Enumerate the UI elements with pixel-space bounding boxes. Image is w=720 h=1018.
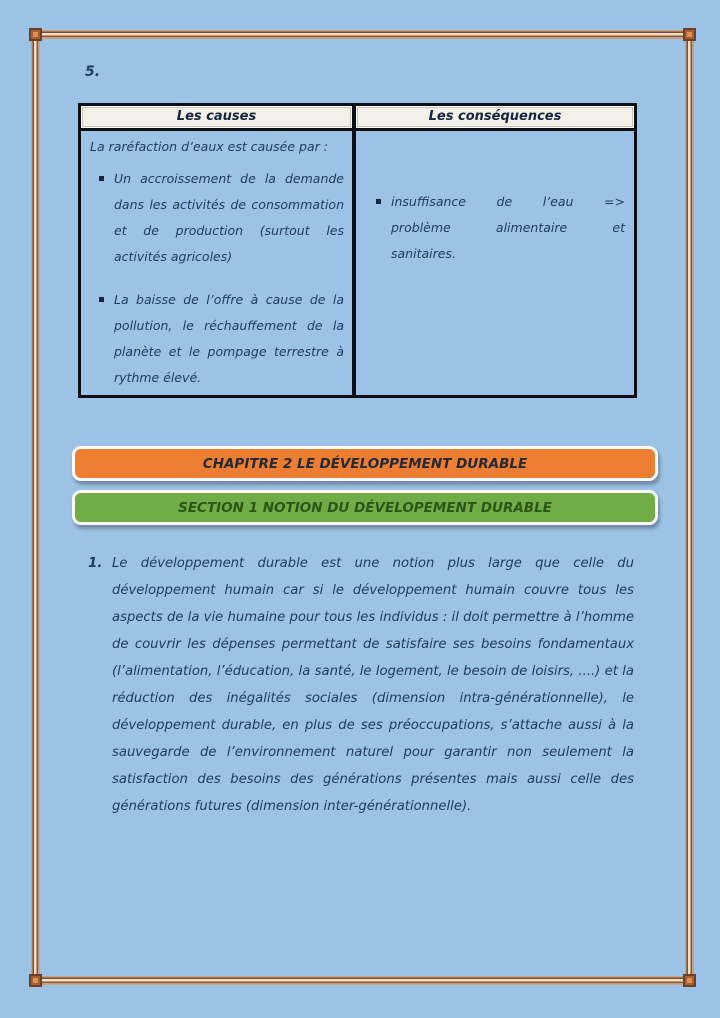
list-item-number: 5. [85,64,101,80]
frame-right-edge [685,30,694,985]
paragraph-number: 1. [88,555,103,571]
section-title-text: SECTION 1 NOTION DU DÉVELOPEMENT DURABLE [178,499,552,516]
frame-corner-knot-icon [683,974,696,987]
table-header-consequences: Les conséquences [356,106,634,131]
table-header-causes: Les causes [81,106,356,131]
frame-left-edge [31,30,40,985]
chapter-title-banner [72,446,658,481]
causes-cell [81,131,356,395]
square-bullet-icon [99,176,104,181]
frame-corner-knot-icon [29,28,42,41]
square-bullet-icon [376,199,381,204]
cause-bullet-text: Un accroissement de la demande dans les activités de consommation et de production (surtout les activités agricoles) [114,171,344,264]
consequences-cell [356,131,634,395]
list-item [90,287,344,391]
numbered-paragraph [88,550,634,820]
paragraph-body-text: Le développement durable est une notion plus large que celle du développement humain car si le développement humain couvre tous les aspects de la vie humaine pour tous les individus : il doit permettre à l’homme de couvrir les dépenses permettant de satisfaire ses besoins fondamentaux (l’alimentation, l’éducation, la santé, le logement, le besoin de loisirs, ....) et la réduction des inégalités sociales (dimension intra-générationnelle), le développement durable, en plus de ses préoccupations, s’attache aussi à la sauvegarde de l’environnement naturel pour garantir non seulement la satisfaction des besoins des générations présentes mais aussi celle des générations futures (dimension inter-générationnelle). [112,556,634,814]
chapter-title-text: CHAPITRE 2 LE DÉVELOPPEMENT DURABLE [202,455,528,472]
frame-corner-knot-icon [683,28,696,41]
list-item [367,189,625,267]
consequence-bullet-text: insuffisance de l’eau => problème alimentaire et sanitaires. [391,194,625,261]
frame-top-edge [31,30,694,39]
square-bullet-icon [99,297,104,302]
section-title-banner [72,490,658,525]
frame-corner-knot-icon [29,974,42,987]
causes-consequences-table [78,103,637,398]
list-item [90,166,344,270]
frame-bottom-edge [31,976,694,985]
cause-bullet-text: La baisse de l’offre à cause de la pollution, le réchauffement de la planète et le pompage terrestre à rythme élevé. [114,292,344,385]
causes-intro-text: La raréfaction d’eaux est causée par : [90,139,328,154]
